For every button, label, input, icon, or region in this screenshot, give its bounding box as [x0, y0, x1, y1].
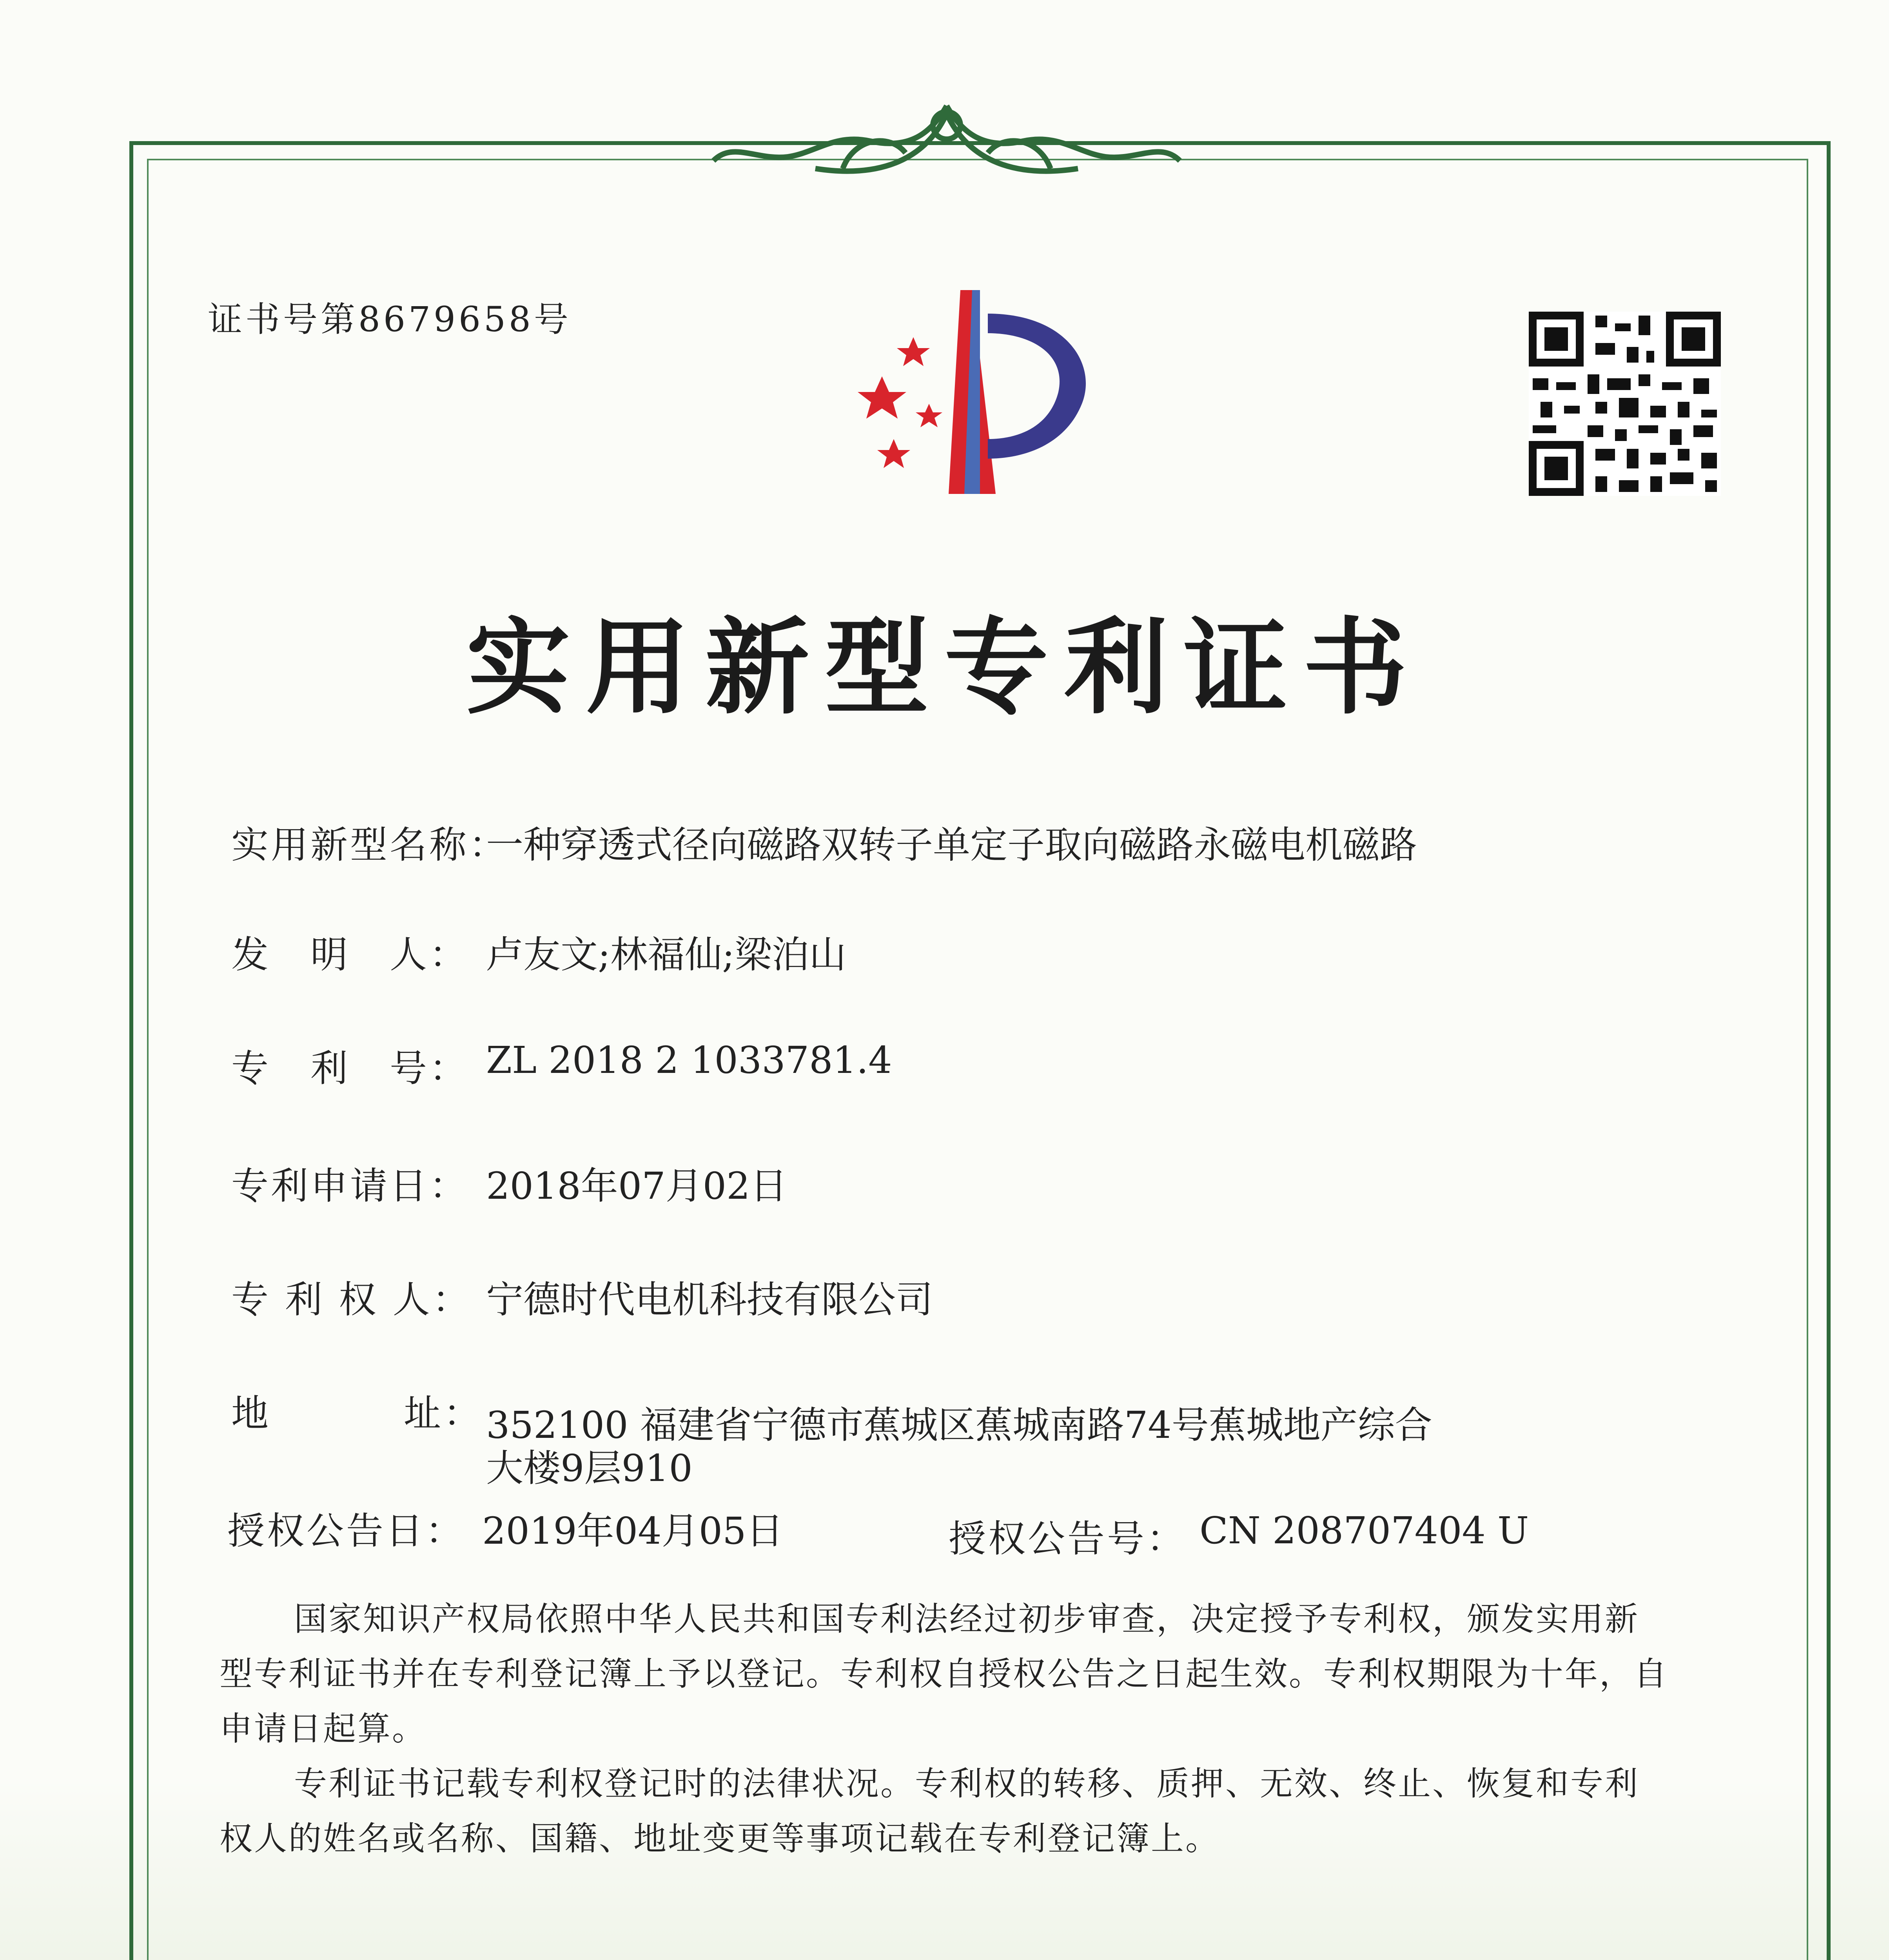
name-value: 一种穿透式径向磁路双转子单定子取向磁路永磁电机磁路: [486, 824, 1417, 867]
address-label-part1: 地: [231, 1392, 271, 1435]
patentee-value: 宁德时代电机科技有限公司: [486, 1278, 933, 1321]
legal-paragraph-2: 专利证书记载专利权登记时的法律状况。专利权的转移、质押、无效、终止、恢复和专利权人的姓名或名称、国籍、地址变更等事项记载在专利登记簿上。: [220, 1764, 1640, 1858]
grant-number-label: 授权公告号：: [949, 1517, 1187, 1561]
patent-number-label: 专 利 号：: [231, 1047, 469, 1090]
patent-number-value: ZL 2018 2 1033781.4: [486, 1039, 892, 1082]
grant-number-value: CN 208707404 U: [1199, 1509, 1529, 1552]
cnipa-logo: [831, 274, 1137, 517]
certificate-title: 实用新型专利证书: [466, 608, 1423, 728]
grant-date-label: 授权公告日：: [227, 1510, 465, 1553]
address-line2: 大楼9层910: [486, 1447, 693, 1490]
name-label: 实用新型名称：: [231, 824, 509, 867]
patentee-label: 专 利 权 人：: [231, 1278, 472, 1321]
qr-code: [1529, 312, 1721, 496]
inventor-label: 发 明 人：: [231, 933, 469, 976]
address-line1: 352100 福建省宁德市蕉城区蕉城南路74号蕉城地产综合: [486, 1404, 1432, 1447]
grant-date-value: 2019年04月05日: [482, 1510, 784, 1553]
filing-date-value: 2018年07月02日: [486, 1165, 788, 1208]
address-label-part2: 址：: [404, 1392, 483, 1435]
filing-date-label: 专利申请日：: [231, 1165, 469, 1208]
inventor-value: 卢友文;林福仙;梁泊山: [486, 933, 847, 976]
top-ornament: [686, 90, 1207, 200]
legal-paragraph-1: 国家知识产权局依照中华人民共和国专利法经过初步审查，决定授予专利权，颁发实用新型专利证书并在专利登记簿上予以登记。专利权自授权公告之日起生效。专利权期限为十年，自申请日起算。: [220, 1600, 1669, 1748]
certificate-number: 证书号第8679658号: [208, 299, 572, 339]
